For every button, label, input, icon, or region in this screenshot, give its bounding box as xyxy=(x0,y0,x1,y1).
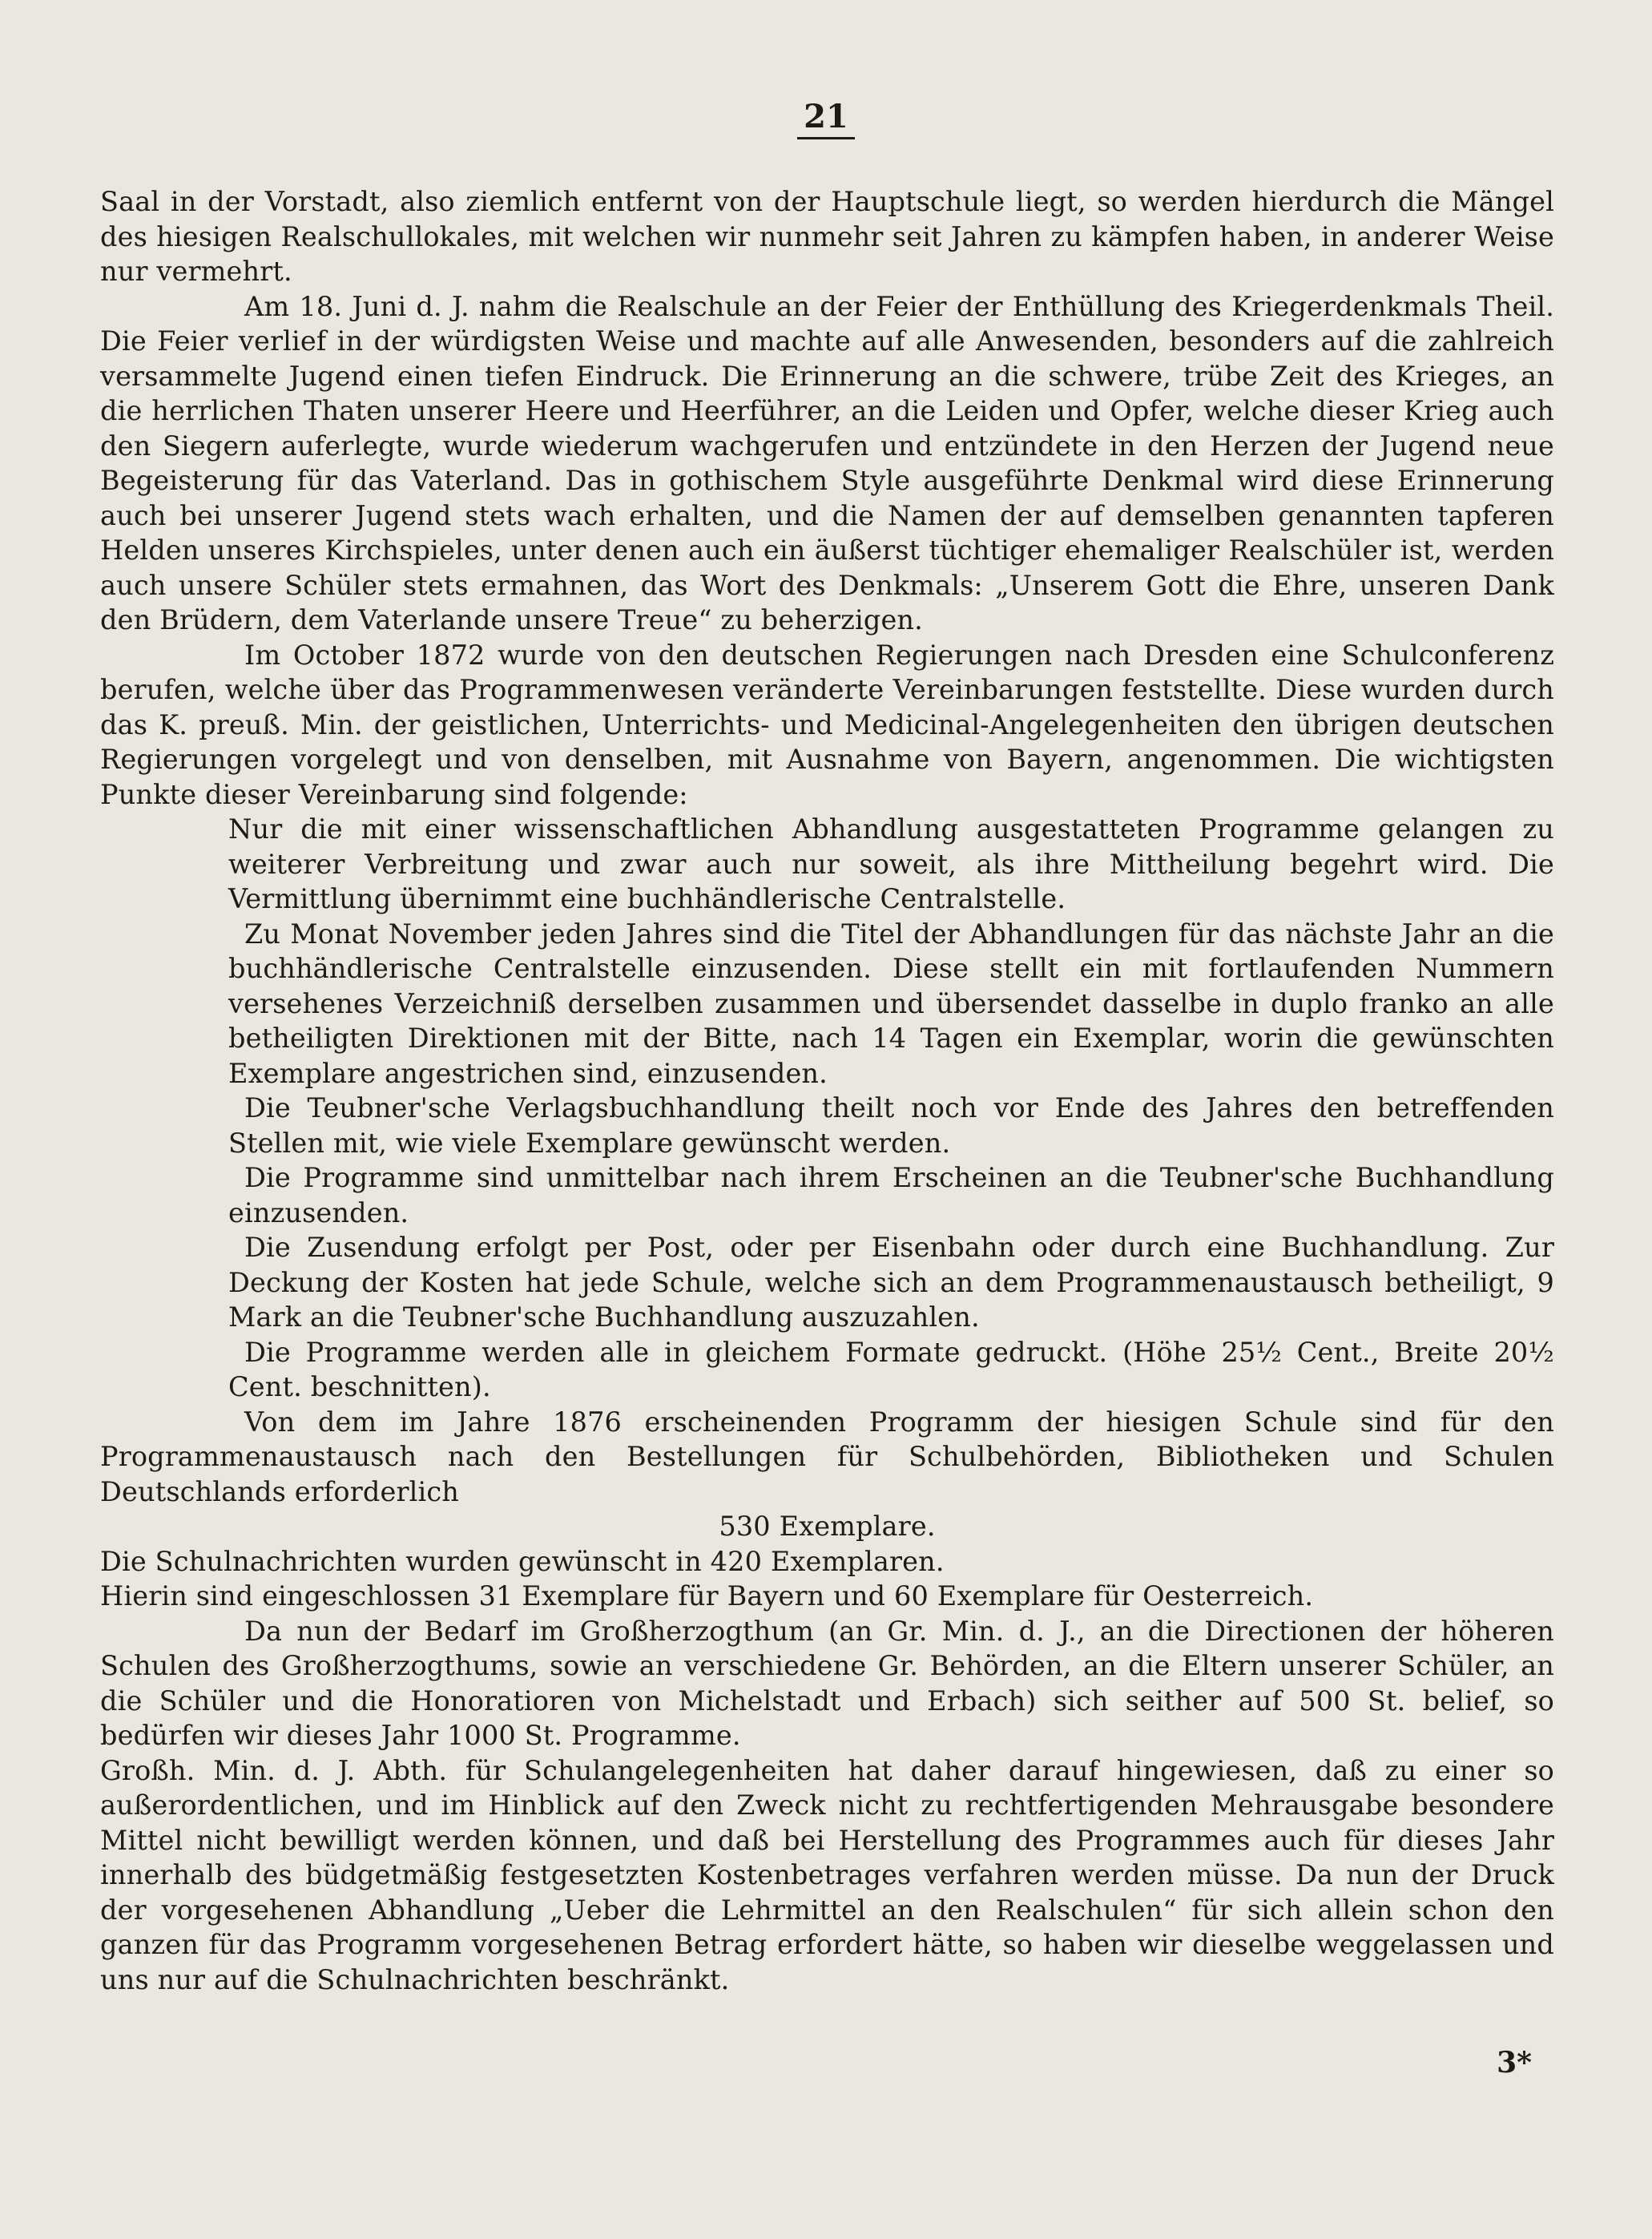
paragraph-programm-1876: Von dem im Jahre 1876 erscheinenden Programm der hiesigen Schule sind für den Programmenaustausch nach den Bestellungen für Schulbehörden, Bibliotheken und Schulen Deutschlands erforderlich xyxy=(100,1406,1554,1507)
paragraph-vereinbarung-2: Zu Monat November jeden Jahres sind die Titel der Abhandlungen für das nächste Jahr an die buchhändlerische Centralstelle einzusenden. Diese stellt ein mit fortlaufenden Nummern versehenes Verzeichniß derselben zusammen und übersendet dasselbe in duplo franko an alle betheiligten Direktionen mit der Bitte, nach 14 Tagen ein Exemplar, worin die gewünschten Exemplare angestrichen sind, einzusenden. xyxy=(228,918,1554,1089)
paragraph-kriegerdenkmal: Am 18. Juni d. J. nahm die Realschule an der Feier der Enthüllung des Kriegerdenkmals Theil. Die Feier verlief in der würdigsten Weise und machte auf alle Anwesenden, besonders auf die zahlreich versammelte Jugend einen tiefen Eindruck. Die Erinnerung an die schwere, trübe Zeit des Krieges, an die herrlichen Thaten unserer Heere und Heerführer, an die Leiden und Opfer, welche dieser Krieg auch den Siegern auferlegte, wurde wiederum wachgerufen und entzündete in den Herzen der Jugend neue Begeisterung für das Vaterland. Das in gothischem Style ausgeführte Denkmal wird diese Erinnerung auch bei unserer Jugend stets wach erhalten, und die Namen der auf demselben genannten tapferen Helden unseres Kirchspieles, unter denen auch ein äußerst tüchtiger ehemaliger Realschüler ist, werden auch unsere Schüler stets ermahnen, das Wort des Denkmals: „Unserem Gott die Ehre, unseren Dank den Brüdern, dem Vaterlande unsere Treue“ zu beherzigen. xyxy=(100,290,1554,635)
paragraph-vereinbarung-1: Nur die mit einer wissenschaftlichen Abhandlung ausgestatteten Programme gelangen zu weiterer Verbreitung und zwar auch nur soweit, als ihre Mittheilung begehrt wird. Die Vermittlung übernimmt eine buchhändlerische Centralstelle. xyxy=(228,813,1554,914)
paragraph-exemplare-count: 530 Exemplare. xyxy=(719,1511,936,1542)
paragraph-bayern-oesterreich: Hierin sind eingeschlossen 31 Exemplare für Bayern und 60 Exemplare für Oesterreich. xyxy=(100,1580,1314,1612)
paragraph-vereinbarung-6: Die Programme werden alle in gleichem Formate gedruckt. (Höhe 25½ Cent., Breite 20½ Cent. beschnitten). xyxy=(228,1336,1554,1402)
paragraph-continuation: Saal in der Vorstadt, also ziemlich entfernt von der Hauptschule liegt, so werden hierdurch die Mängel des hiesigen Realschullokales, mit welchen wir nunmehr seit Jahren zu kämpfen haben, in anderer Weise nur vermehrt. xyxy=(100,186,1554,287)
paragraph-vereinbarung-4: Die Programme sind unmittelbar nach ihrem Erscheinen an die Teubner'sche Buchhandlung einzusenden. xyxy=(228,1162,1554,1228)
signature-mark: 3* xyxy=(1497,2046,1532,2080)
paragraph-bedarf: Da nun der Bedarf im Großherzogthum (an Gr. Min. d. J., an die Directionen der höheren Schulen des Großherzogthums, sowie an verschiedene Gr. Behörden, an die Eltern unserer Schüler, an die Schüler und die Honoratioren von Michelstadt und Erbach) sich seither auf 500 St. belief, so bedürfen wir dieses Jahr 1000 St. Programme. xyxy=(100,1615,1554,1751)
paragraph-schulconferenz: Im October 1872 wurde von den deutschen Regierungen nach Dresden eine Schulconferenz berufen, welche über das Programmenwesen veränderte Vereinbarungen feststellte. Diese wurden durch das K. preuß. Min. der geistlichen, Unterrichts- und Medicinal-Angelegenheiten den übrigen deutschen Regierungen vorgelegt und von denselben, mit Ausnahme von Bayern, angenommen. Die wichtigsten Punkte dieser Vereinbarung sind folgende: xyxy=(100,639,1554,810)
paragraph-ministerium: Großh. Min. d. J. Abth. für Schulangelegenheiten hat daher darauf hingewiesen, daß zu einer so außerordentlichen, und im Hinblick auf den Zweck nicht zu rechtfertigenden Mehrausgabe besondere Mittel nicht bewilligt werden können, und daß bei Herstellung des Programmes auch für dieses Jahr innerhalb des büdgetmäßig festgesetzten Kostenbetrages verfahren werden müsse. Da nun der Druck der vorgesehenen Abhandlung „Ueber die Lehrmittel an den Realschulen“ für sich allein schon den ganzen für das Programm vorgesehenen Betrag erfordert hätte, so haben wir dieselbe weggelassen und uns nur auf die Schulnachrichten beschränkt. xyxy=(100,1754,1554,1995)
paragraph-vereinbarung-3: Die Teubner'sche Verlagsbuchhandlung theilt noch vor Ende des Jahres den betreffenden Stellen mit, wie viele Exemplare gewünscht werden. xyxy=(228,1092,1554,1159)
document-body xyxy=(100,184,1554,1997)
page-number: 21 xyxy=(0,98,1652,135)
paragraph-vereinbarung-5: Die Zusendung erfolgt per Post, oder per Eisenbahn oder durch eine Buchhandlung. Zur Deckung der Kosten hat jede Schule, welche sich an dem Programmenaustausch betheiligt, 9 Mark an die Teubner'sche Buchhandlung auszuzahlen. xyxy=(228,1232,1554,1333)
paragraph-schulnachrichten: Die Schulnachrichten wurden gewünscht in 420 Exemplaren. xyxy=(100,1545,945,1577)
